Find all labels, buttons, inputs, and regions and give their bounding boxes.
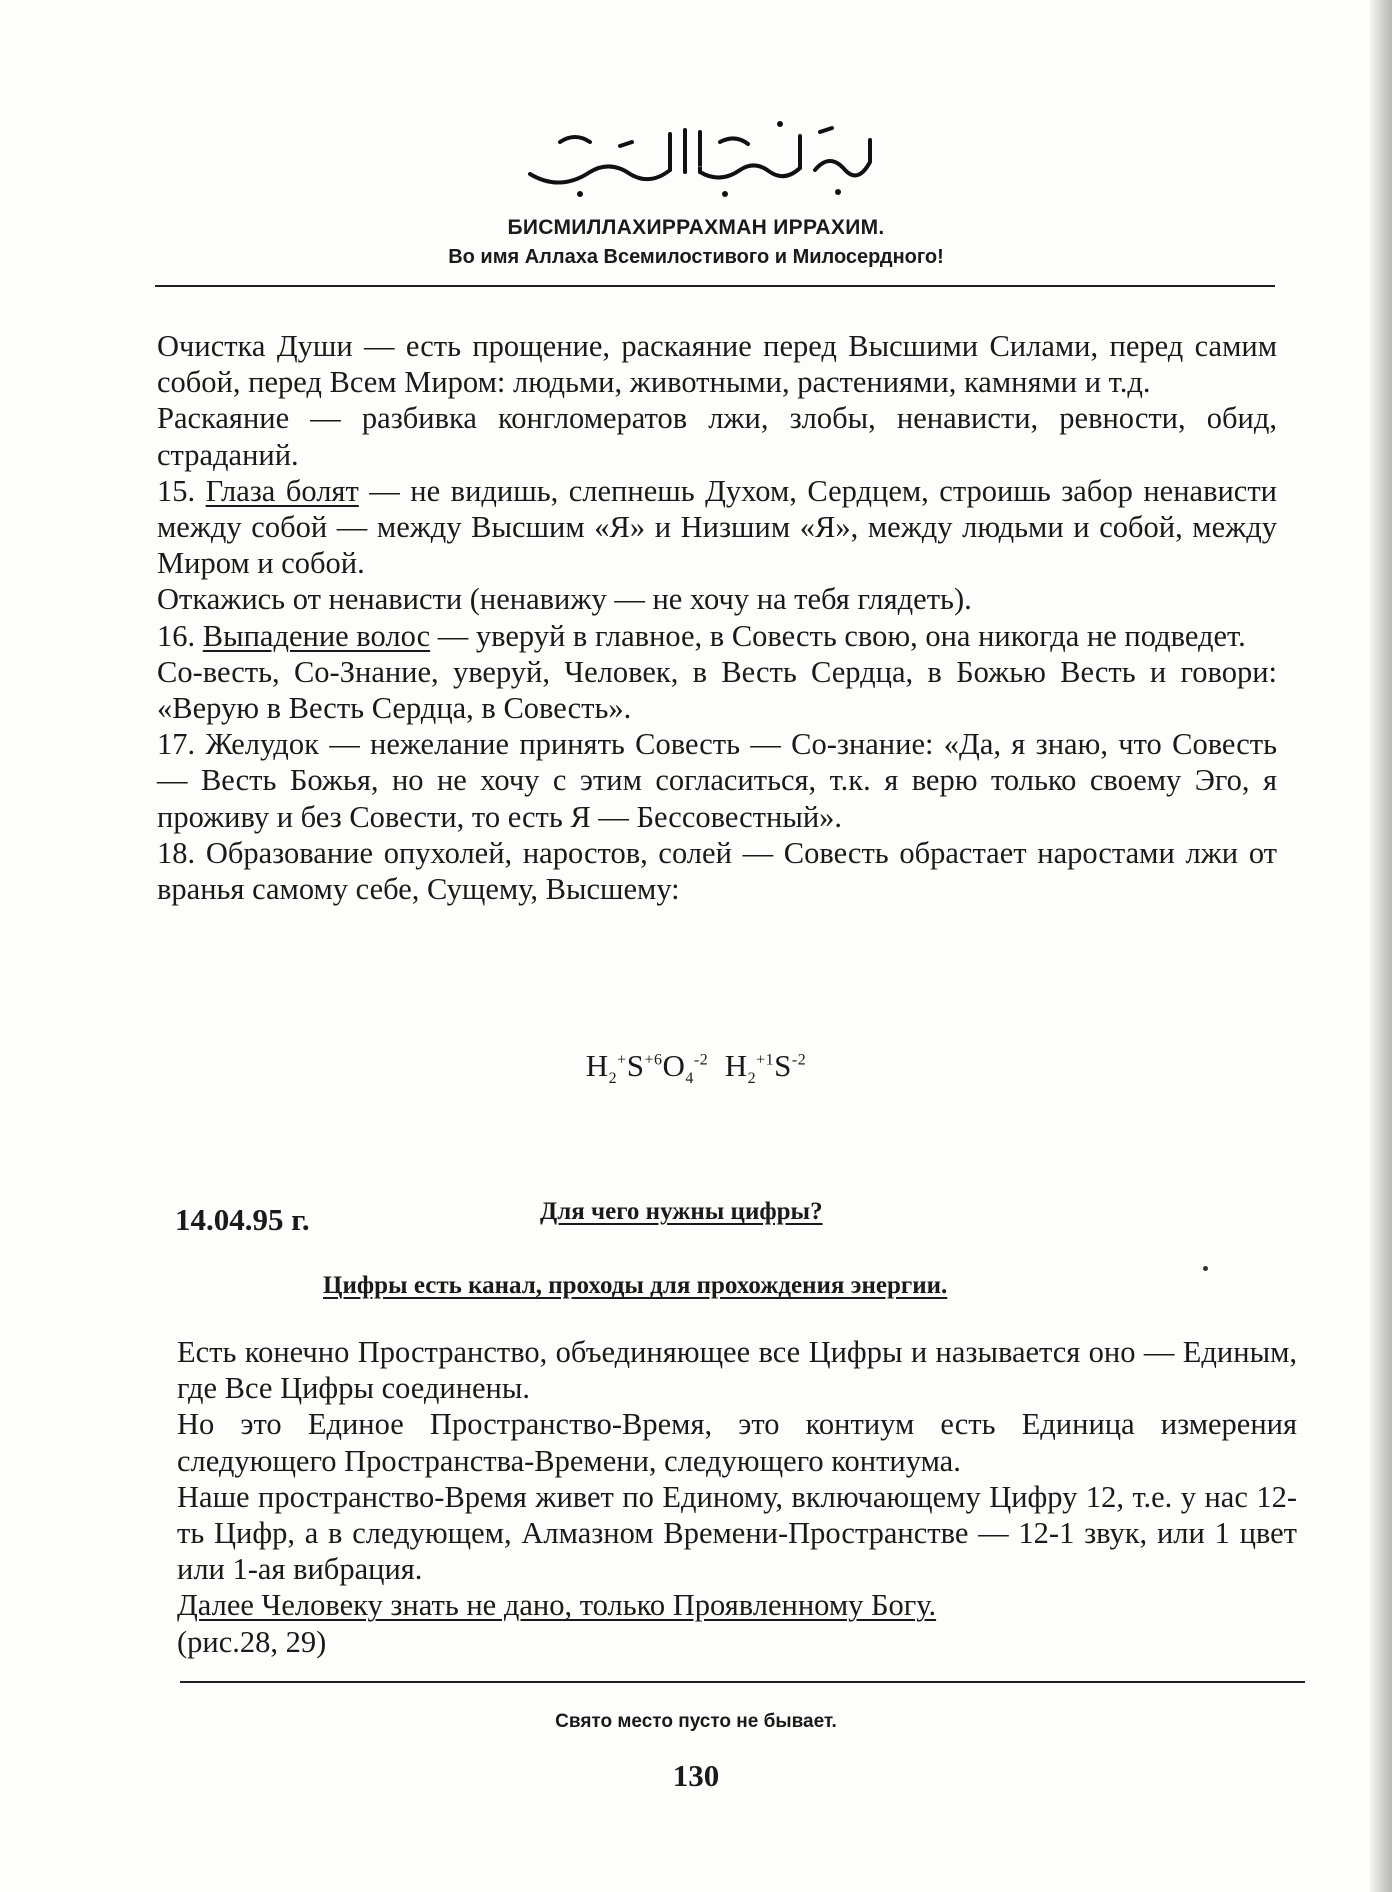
formula-symbol: H (585, 1048, 609, 1083)
formula-symbol: H (724, 1048, 748, 1083)
paragraph-underlined: Далее Человеку знать не дано, только Проявленному Богу. (177, 1588, 937, 1623)
header-rule (155, 285, 1275, 287)
item-text: — не видишь, слепнешь Духом, Сердцем, строишь забор ненависти между собой — между Высшим «Я» и Низшим «Я», между людьми и собой, между Миром и собой. (157, 473, 1277, 581)
formula-superscript: -2 (791, 1051, 807, 1069)
basmala-text: بسم الله الرحمن الرحيم (690, 166, 710, 168)
entry-date: 14.04.95 г. (175, 1202, 310, 1237)
formula-symbol: O (662, 1048, 686, 1083)
speck (1203, 1266, 1208, 1271)
item-term: Выпадение волос (202, 618, 431, 653)
section-subtitle: Цифры есть канал, проходы для прохождения энергии. (323, 1272, 948, 1299)
formula-symbol: S (774, 1048, 792, 1083)
item-16 (157, 618, 1277, 654)
header-subtitle: Во имя Аллаха Всемилостивого и Милосердного! (448, 246, 944, 268)
formula-superscript: +1 (756, 1051, 775, 1069)
header-title: БИСМИЛЛАХИРРАХМАН ИРРАХИМ. (507, 216, 885, 239)
section2-text (177, 1334, 1297, 1660)
paragraph: Откажись от ненависти (ненавижу — не хочу на тебя глядеть). (157, 582, 972, 617)
paragraph: Очистка Души — есть прощение, раскаяние перед Высшими Силами, перед самим собой, перед Всем Миром: людьми, животными, растениями, камнями и т.д. (157, 329, 1277, 400)
section1-text (157, 328, 1277, 907)
section-title: Для чего нужны цифры? (540, 1198, 823, 1225)
item-term: Глаза болят (205, 473, 359, 508)
paragraph: Раскаяние — разбивка конгломератов лжи, злобы, ненависти, ревности, обид, страданий. (157, 401, 1277, 472)
formula-subscript: 2 (747, 1070, 757, 1088)
formula-subscript: 4 (685, 1070, 694, 1088)
page-edge-shadow (1370, 0, 1392, 1892)
paragraph: Есть конечно Пространство, объединяющее все Цифры и называется оно — Единым, где Все Цифры соединены. (177, 1335, 1297, 1406)
page-number: 130 (672, 1758, 720, 1793)
chemical-formula (0, 1048, 1392, 1088)
formula-superscript: + (617, 1051, 627, 1069)
basmala-calligraphy (520, 112, 880, 202)
paragraph: Наше пространство-Время живет по Единому, включающему Цифру 12, т.е. у нас 12-ть Цифр, а в следующем, Алмазном Времени-Пространстве — 12-1 звук, или 1 цвет или 1-ая вибрация. (177, 1479, 1297, 1587)
paragraph: Со-весть, Со-Знание, уверуй, Человек, в Весть Сердца, в Божью Весть и говори: «Верую в Весть Сердца, в Совесть». (157, 654, 1277, 726)
formula-superscript: +6 (644, 1051, 663, 1069)
item-18: 18. Образование опухолей, наростов, солей — Совесть обрастает наростами лжи от вранья самому себе, Сущему, Высшему: (157, 835, 1277, 907)
footer-proverb: Свято место пусто не бывает. (555, 1711, 837, 1732)
formula-symbol: S (626, 1048, 645, 1083)
item-number: 16. (157, 618, 196, 653)
item-17: 17. Желудок — нежелание принять Совесть — Со-знание: «Да, я знаю, что Совесть — Весть Божья, но не хочу с этим согласиться, т.к. я верю только своему Эго, я проживу и без Совести, то есть Я — Бессовестный». (157, 727, 1277, 834)
formula-subscript: 2 (608, 1070, 618, 1088)
item-15 (157, 473, 1277, 582)
figure-reference: (рис.28, 29) (177, 1624, 327, 1659)
item-text: — уверуй в главное, в Совесть свою, она никогда не подведет. (430, 618, 1246, 653)
paragraph: Но это Единое Пространство-Время, это контиум есть Единица измерения следующего Пространства-Времени, следующего контиума. (177, 1407, 1297, 1478)
formula-superscript: -2 (693, 1051, 709, 1069)
footer-rule (180, 1681, 1305, 1683)
item-number: 15. (157, 473, 196, 508)
